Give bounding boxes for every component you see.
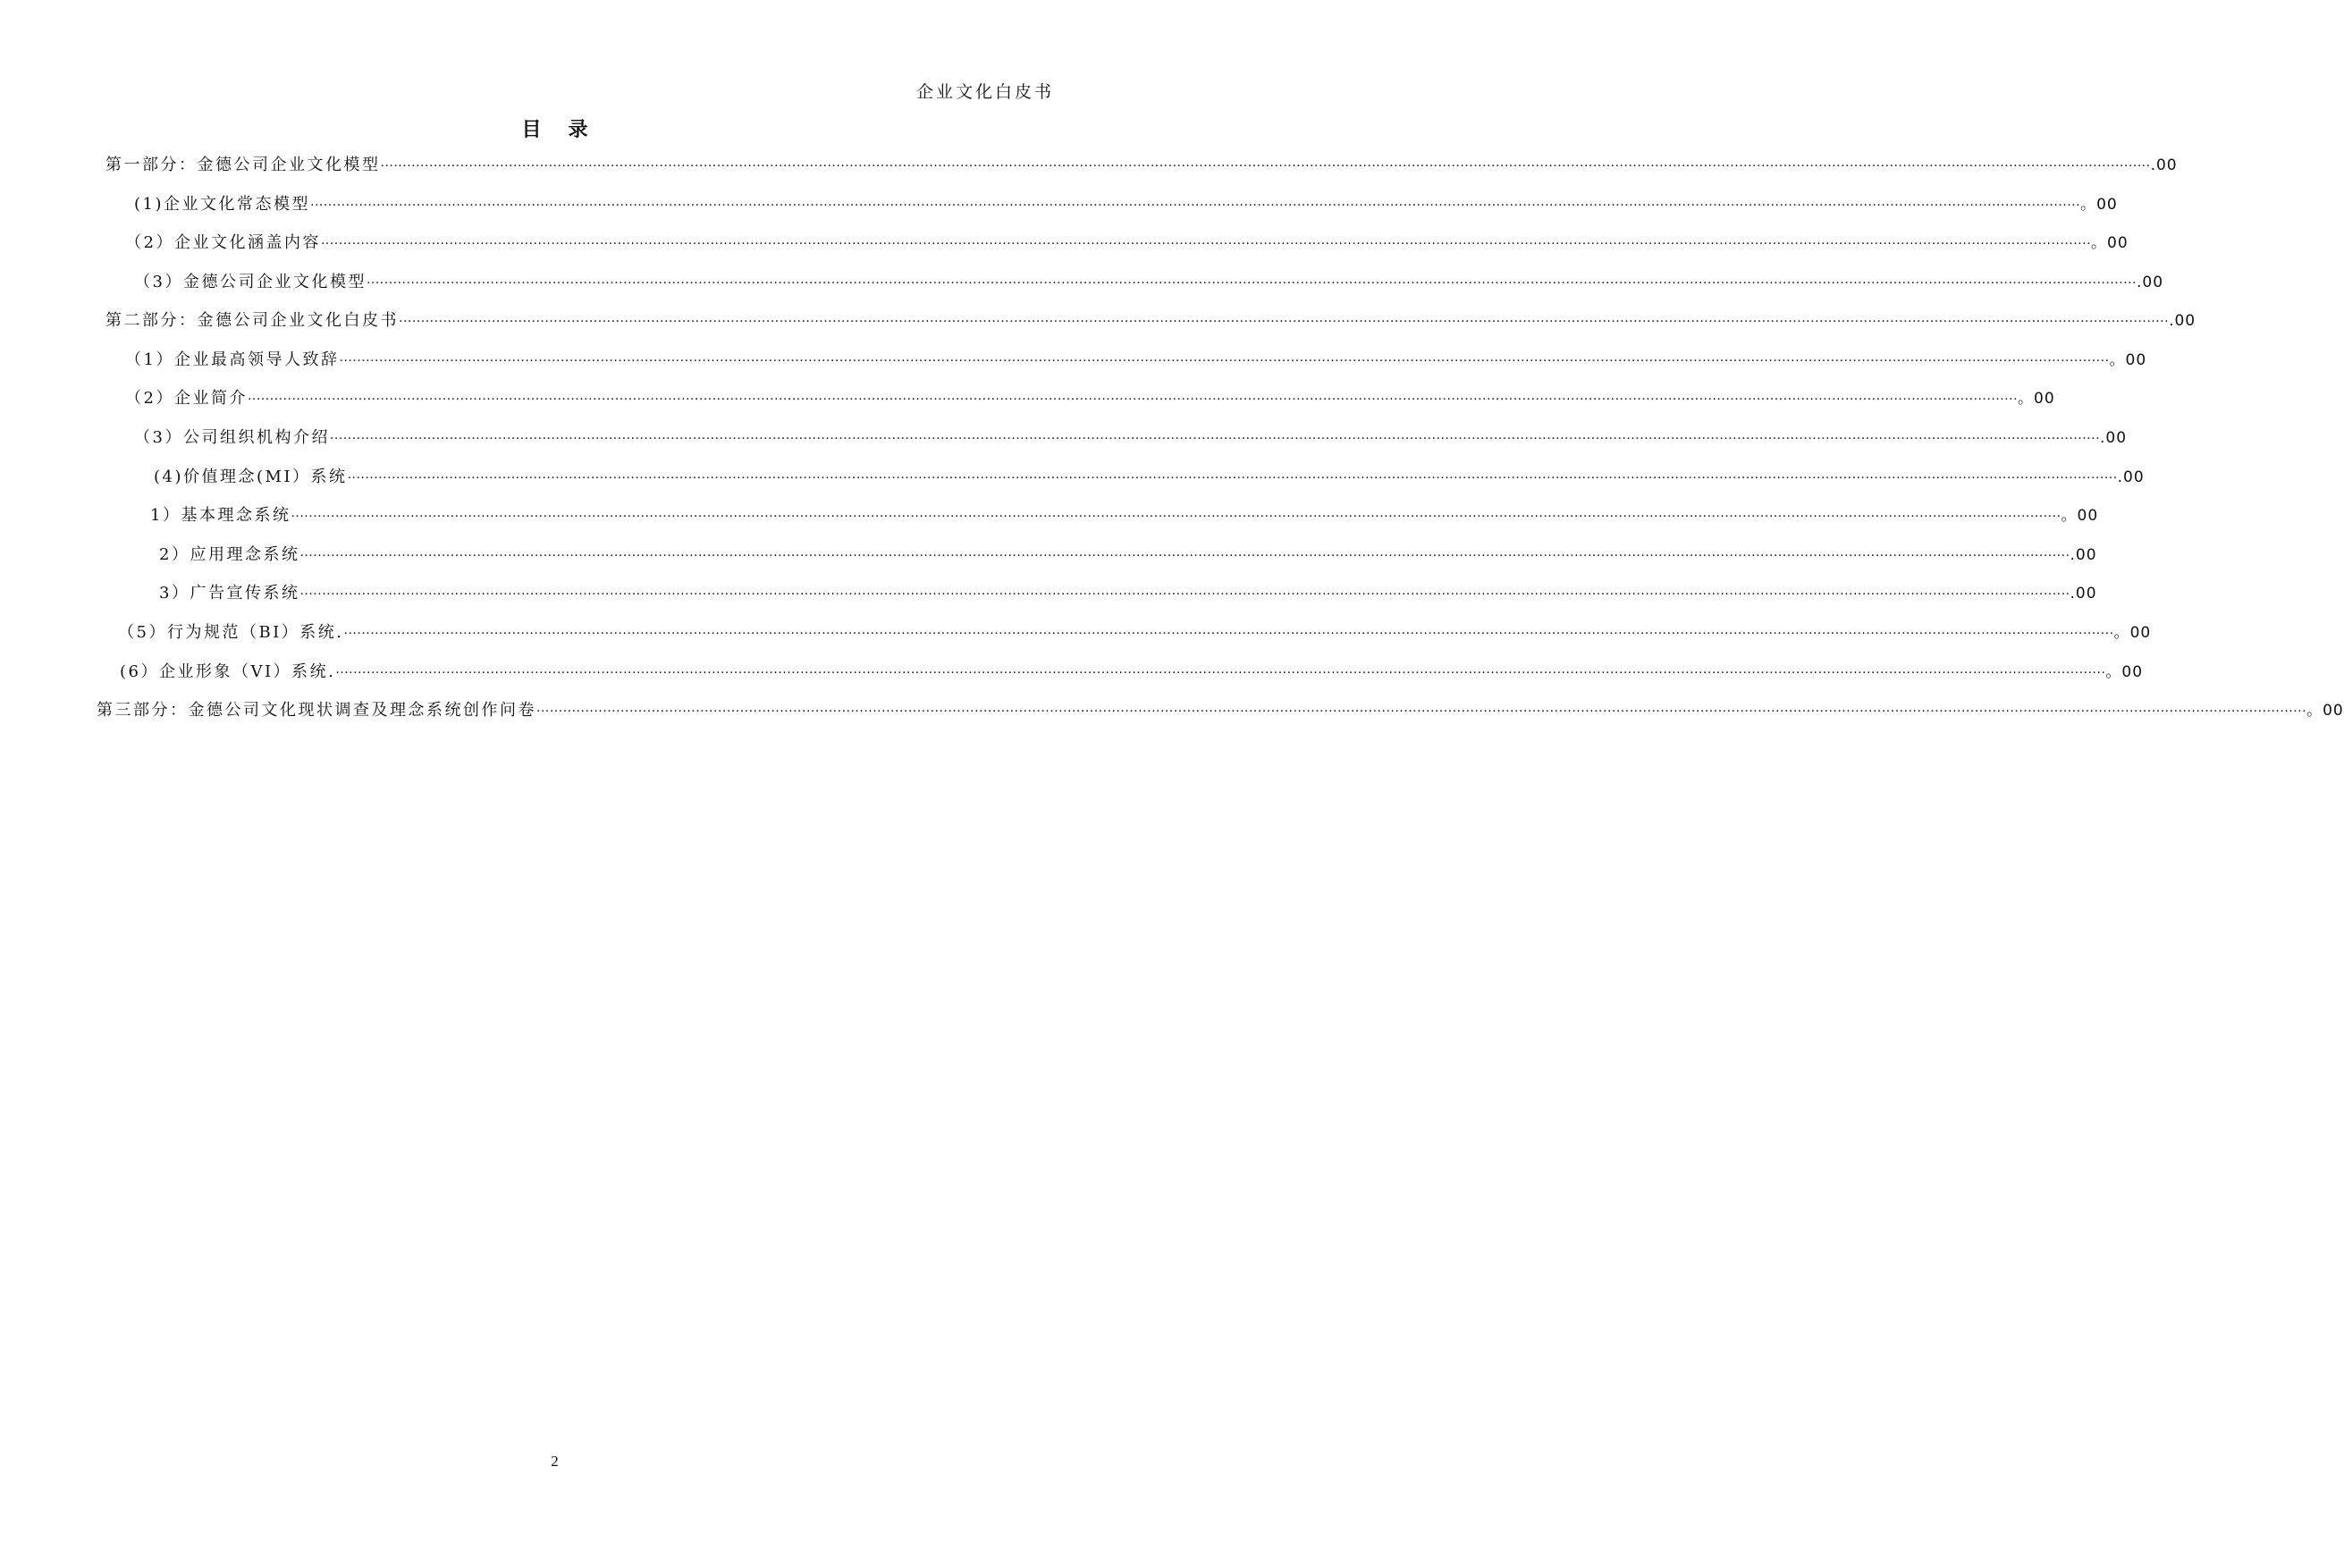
toc-dot-leader: ················································································································································································································································································································································································································ (299, 587, 2070, 602)
toc-entry-label: （2）企业文化涵盖内容 (125, 233, 321, 252)
toc-entry[interactable] (97, 697, 2344, 724)
toc-entry[interactable] (118, 620, 2152, 646)
toc-entry-label: （1）企业最高领导人致辞 (125, 350, 340, 369)
page-number: 2 (551, 1453, 559, 1470)
toc-entry-label: (1)企业文化常态模型 (134, 195, 310, 214)
toc-entry-page: 。00 (2018, 390, 2055, 408)
toc-dot-leader: ················································································································································································································································································································································································································ (247, 392, 2019, 407)
toc-entry-label: (6）企业形象（VI）系统. (120, 662, 336, 681)
toc-entry-page: .00 (2100, 429, 2128, 447)
toc-entry-label: （2）企业简介 (125, 389, 248, 408)
toc-entry[interactable] (134, 425, 2128, 451)
toc-entry[interactable] (150, 502, 2099, 529)
toc-entry-page: 。00 (2080, 196, 2118, 214)
toc-dot-leader: ················································································································································································································································································································································································································ (536, 704, 2307, 719)
toc-entry-page: 。00 (2113, 624, 2152, 642)
toc-entry-label: 2）应用理念系统 (159, 545, 300, 564)
toc-entry-label: 3）广告宣传系统 (159, 584, 300, 603)
toc-entry[interactable] (105, 152, 2178, 179)
toc-entry[interactable] (125, 230, 2129, 257)
toc-dot-leader: ················································································································································································································································································································································································································ (329, 432, 2101, 446)
toc-entry-label: 第二部分：金德公司企业文化白皮书 (105, 311, 399, 330)
toc-entry-page: 。00 (2306, 702, 2344, 720)
toc-entry[interactable] (159, 580, 2097, 607)
toc-dot-leader: ················································································································································································································································································································································································································ (343, 627, 2114, 641)
toc-entry-page: 。00 (2061, 507, 2099, 525)
toc-entry[interactable] (125, 385, 2055, 412)
toc-entry[interactable] (125, 347, 2147, 374)
toc-dot-leader: ················································································································································································································································································································································································································ (320, 237, 2092, 251)
toc-entry-label: (4)价值理念(MI）系统 (154, 468, 348, 486)
running-header: 企业文化白皮书 (915, 82, 1054, 102)
toc-entry-label: 第一部分：金德公司企业文化模型 (105, 156, 381, 174)
toc-dot-leader: ················································································································································································································································································································································································································ (380, 159, 2151, 173)
toc-title: 目录 (521, 118, 615, 141)
toc-dot-leader: ················································································································································································································································································································································································································ (339, 354, 2110, 368)
toc-dot-leader: ················································································································································································································································································································································································································ (310, 198, 2081, 213)
toc-entry[interactable] (120, 659, 2144, 686)
toc-entry-page: 。00 (2091, 234, 2129, 252)
toc-entry-label: （3）金德公司企业文化模型 (134, 273, 367, 291)
toc-entry-label: 第三部分：金德公司文化现状调查及理念系统创作问卷 (97, 701, 536, 720)
toc-entry-page: .00 (2070, 546, 2097, 564)
toc-entry-label: （3）公司组织机构介绍 (134, 428, 330, 447)
toc-entry-page: 。00 (2105, 663, 2144, 681)
toc-entry-page: .00 (2169, 312, 2196, 330)
toc-entry-page: .00 (2070, 585, 2097, 603)
toc-entry-page: .00 (2137, 274, 2164, 291)
toc-dot-leader: ················································································································································································································································································································································································································ (399, 315, 2170, 329)
toc-entry-page: 。00 (2109, 351, 2147, 369)
toc-entry-label: （5）行为规范（BI）系统. (118, 623, 344, 642)
toc-dot-leader: ················································································································································································································································································································································································································ (366, 276, 2137, 291)
toc-entry[interactable] (105, 308, 2196, 334)
toc-entry[interactable] (134, 269, 2164, 296)
toc-dot-leader: ················································································································································································································································································································································································································ (347, 471, 2118, 485)
toc-dot-leader: ················································································································································································································································································································································································································ (335, 666, 2106, 680)
toc-dot-leader: ················································································································································································································································································································································································································ (299, 549, 2070, 563)
toc-entry[interactable] (134, 191, 2118, 218)
toc-entry-page: .00 (2150, 156, 2178, 174)
toc-dot-leader: ················································································································································································································································································································································································································ (291, 510, 2062, 524)
toc-entry[interactable] (154, 464, 2145, 491)
toc-entry-label: 1）基本理念系统 (150, 506, 291, 525)
toc-entry-page: .00 (2117, 468, 2145, 486)
toc-entry[interactable] (159, 542, 2097, 569)
